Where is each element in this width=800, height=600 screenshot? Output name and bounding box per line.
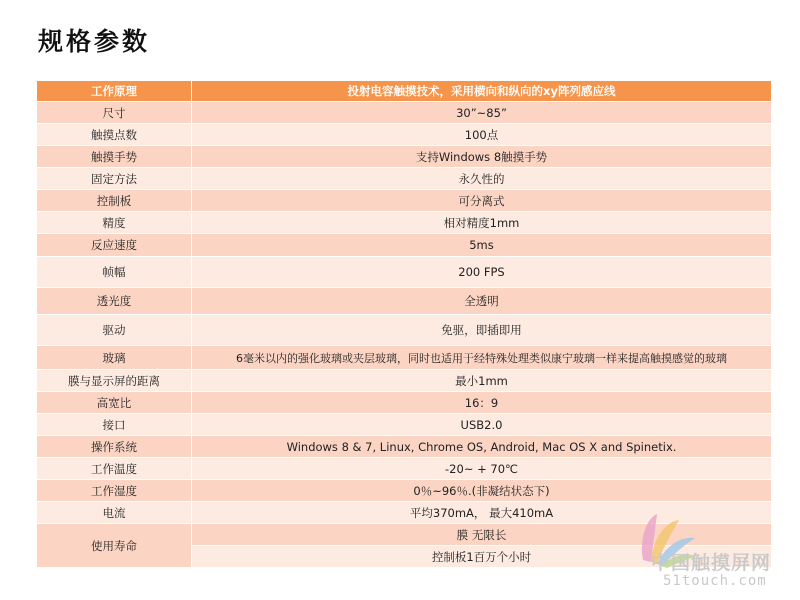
row-value: 相对精度1mm [192,212,772,234]
row-value: 30”~85” [192,102,772,124]
row-key: 透光度 [37,288,192,315]
row-value: 控制板1百万个小时 [192,546,772,568]
row-key: 操作系统 [37,436,192,458]
row-value: 永久性的 [192,168,772,190]
table-row [37,392,772,414]
table-row [37,458,772,480]
table-row [37,414,772,436]
table-row [37,346,772,370]
table-row [37,212,772,234]
table-row [37,257,772,288]
row-key: 高宽比 [37,392,192,414]
row-value: 6毫米以内的强化玻璃或夹层玻璃，同时也适用于经特殊处理类似康宁玻璃一样来提高触摸感觉的玻璃 [192,346,772,370]
header-label: 工作原理 [37,81,192,102]
spec-table [36,80,772,568]
row-key: 帧幅 [37,257,192,288]
header-value: 投射电容触摸技术，采用横向和纵向的xy阵列感应线 [192,81,772,102]
row-value: 100点 [192,124,772,146]
table-row [37,288,772,315]
row-value: 平均370mA， 最大410mA [192,502,772,524]
row-value: 16：9 [192,392,772,414]
row-key: 使用寿命 [37,524,192,568]
row-key: 固定方法 [37,168,192,190]
table-row [37,190,772,212]
row-value: 5ms [192,234,772,257]
row-value: 最小1mm [192,370,772,392]
row-key: 触摸点数 [37,124,192,146]
row-key: 反应速度 [37,234,192,257]
row-value: -20~ + 70℃ [192,458,772,480]
row-key: 工作温度 [37,458,192,480]
row-key: 电流 [37,502,192,524]
row-value: 支持Windows 8触摸手势 [192,146,772,168]
table-row [37,315,772,346]
table-row [37,146,772,168]
table-row [37,370,772,392]
row-key: 触摸手势 [37,146,192,168]
row-key: 接口 [37,414,192,436]
table-row [37,480,772,502]
row-value: 200 FPS [192,257,772,288]
watermark-text: 中国触摸屏网 [651,552,772,574]
row-key: 精度 [37,212,192,234]
row-key: 控制板 [37,190,192,212]
row-key: 玻璃 [37,346,192,370]
row-key: 驱动 [37,315,192,346]
row-value: 0％~96％.(非凝结状态下) [192,480,772,502]
row-key: 膜与显示屏的距离 [37,370,192,392]
table-header-row [37,81,772,102]
table-row [37,436,772,458]
watermark-url: 51touch.com [663,573,767,589]
row-key: 工作湿度 [37,480,192,502]
row-value: 膜 无限长 [192,524,772,546]
table-row [37,124,772,146]
row-value: USB2.0 [192,414,772,436]
row-value: Windows 8 & 7, Linux, Chrome OS, Android, Mac OS X and Spinetix. [192,436,772,458]
table-row [37,168,772,190]
row-value: 全透明 [192,288,772,315]
row-value: 免驱，即插即用 [192,315,772,346]
page-title: 规格参数 [38,27,151,56]
row-key: 尺寸 [37,102,192,124]
row-value: 可分离式 [192,190,772,212]
table-row [37,234,772,257]
table-row [37,102,772,124]
